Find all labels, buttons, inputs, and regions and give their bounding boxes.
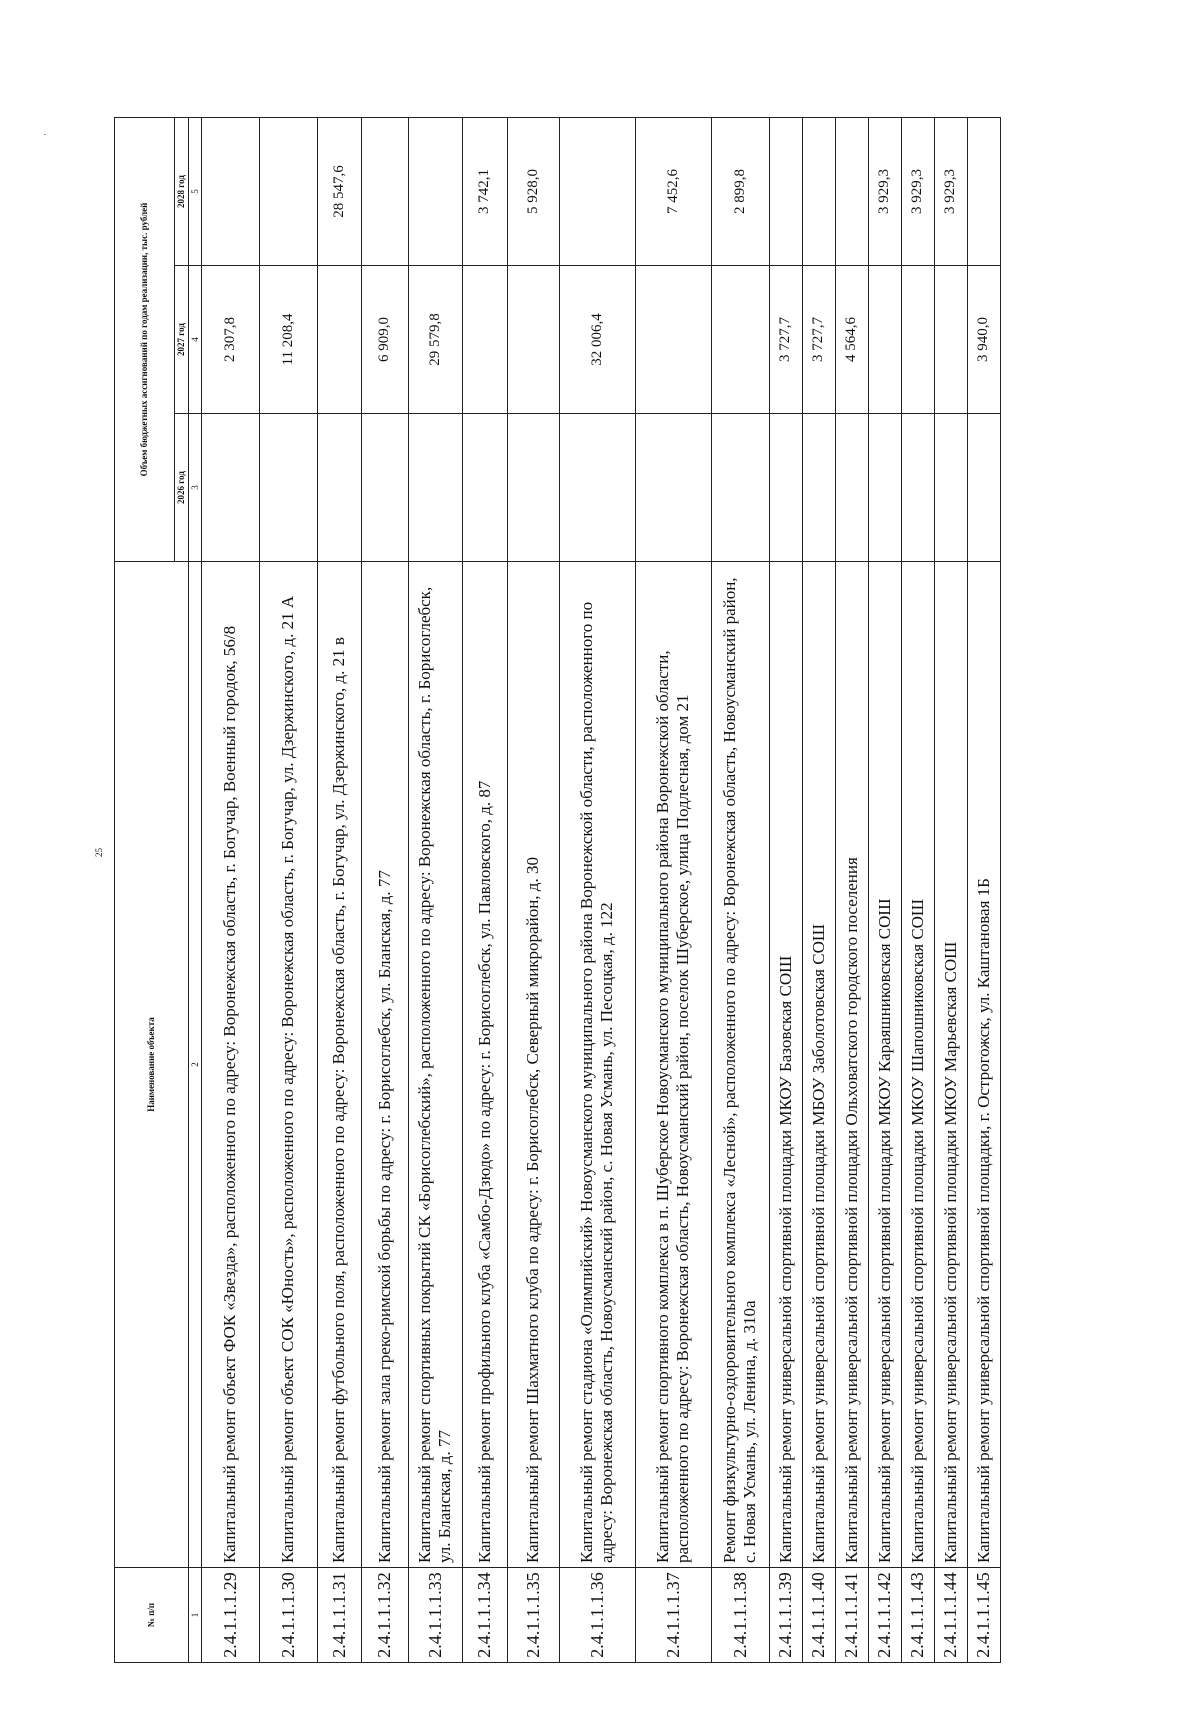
header-year-2028: 2028 год: [175, 117, 189, 265]
row-number: 2.4.1.1.1.32: [361, 1568, 408, 1663]
row-value-2028: [408, 117, 462, 265]
column-index-3: 3: [188, 414, 201, 562]
row-number: 2.4.1.1.1.35: [507, 1568, 559, 1663]
row-value-2026: [967, 414, 1000, 562]
row-value-2028: [967, 117, 1000, 265]
row-value-2026: [462, 414, 507, 562]
table-row: [559, 117, 635, 1662]
table-row: [934, 117, 967, 1662]
objects-table: [114, 117, 1001, 1663]
row-name: Капитальный ремонт футбольного поля, расположенного по адресу: Воронежская область, г. Богучар, ул. Дзержинского, д. 21 в: [317, 562, 361, 1568]
row-value-2027: [934, 266, 967, 414]
row-value-2026: [934, 414, 967, 562]
table-row: [259, 117, 317, 1662]
row-value-2027: [711, 266, 769, 414]
column-index-5: 5: [188, 117, 201, 265]
row-number: 2.4.1.1.1.42: [868, 1568, 901, 1663]
row-value-2027: 2 307,8: [201, 266, 259, 414]
row-name: Капитальный ремонт профильного клуба «Самбо-Дзюдо» по адресу: г. Борисоглебск, ул. Павловского, д. 87: [462, 562, 507, 1568]
row-value-2026: [317, 414, 361, 562]
header-number: № п/п: [115, 1568, 189, 1663]
table-body: [201, 117, 1000, 1662]
row-value-2026: [559, 414, 635, 562]
row-name: Капитальный ремонт универсальной спортивной площадки МКОУ Марьевская СОШ: [934, 562, 967, 1568]
row-value-2027: 32 006,4: [559, 266, 635, 414]
table-row: [317, 117, 361, 1662]
row-value-2028: 3 929,3: [934, 117, 967, 265]
row-name: Капитальный ремонт универсальной спортивной площадки МБОУ Заболотовская СОШ: [802, 562, 835, 1568]
row-value-2028: [361, 117, 408, 265]
row-name: Капитальный ремонт стадиона «Олимпийский» Новоусманского муниципального района Воронежской области, расположенного по адресу: Воронежская область, Новоусманский район, с. Новая Усмань, ул. Песоцкая, д. 122: [559, 562, 635, 1568]
page-dot: ·: [40, 133, 50, 136]
row-name: Капитальный ремонт универсальной спортивной площадки МКОУ Караяшниковская СОШ: [868, 562, 901, 1568]
row-name: Капитальный ремонт спортивного комплекса в п. Шуберское Новоусманского муниципального района Воронежской области, расположенного по адресу: Воронежская область, Новоусманский район, поселок Шуберское, улица Подлесная, дом 21: [635, 562, 711, 1568]
row-value-2026: [635, 414, 711, 562]
row-value-2028: 2 899,8: [711, 117, 769, 265]
row-value-2028: [835, 117, 868, 265]
row-value-2028: [769, 117, 802, 265]
row-value-2027: [868, 266, 901, 414]
row-value-2028: 3 929,3: [868, 117, 901, 265]
column-index-2: 2: [188, 562, 201, 1568]
table-row: [201, 117, 259, 1662]
row-number: 2.4.1.1.1.38: [711, 1568, 769, 1663]
row-value-2027: 3 727,7: [769, 266, 802, 414]
row-value-2027: 6 909,0: [361, 266, 408, 414]
table-row: [711, 117, 769, 1662]
row-number: 2.4.1.1.1.41: [835, 1568, 868, 1663]
row-value-2028: 3 742,1: [462, 117, 507, 265]
row-number: 2.4.1.1.1.45: [967, 1568, 1000, 1663]
row-number: 2.4.1.1.1.29: [201, 1568, 259, 1663]
row-name: Ремонт физкультурно-оздоровительного комплекса «Лесной», расположенного по адресу: Воронежская область, Новоусманский район, с. Новая Усмань, ул. Ленина, д. 310а: [711, 562, 769, 1568]
row-name: Капитальный ремонт объект СОК «Юность», расположенного по адресу: Воронежская область, г. Богучар, ул. Дзержинского, д. 21 А: [259, 562, 317, 1568]
row-value-2026: [711, 414, 769, 562]
table-row: [802, 117, 835, 1662]
row-value-2027: 3 727,7: [802, 266, 835, 414]
header-name: Наименование объекта: [115, 562, 189, 1568]
row-name: Капитальный ремонт универсальной спортивной площадки МКОУ Базовская СОШ: [769, 562, 802, 1568]
page-number: 25: [94, 848, 104, 857]
row-value-2026: [769, 414, 802, 562]
row-name: Капитальный ремонт Шахматного клуба по адресу: г. Борисоглебск, Северный микрорайон, д. 30: [507, 562, 559, 1568]
row-value-2027: 3 940,0: [967, 266, 1000, 414]
row-value-2028: [259, 117, 317, 265]
row-number: 2.4.1.1.1.40: [802, 1568, 835, 1663]
row-value-2026: [835, 414, 868, 562]
row-value-2026: [361, 414, 408, 562]
table-row: [635, 117, 711, 1662]
table-row: [769, 117, 802, 1662]
row-value-2028: 5 928,0: [507, 117, 559, 265]
header-year-2027: 2027 год: [175, 266, 189, 414]
row-number: 2.4.1.1.1.30: [259, 1568, 317, 1663]
row-number: 2.4.1.1.1.34: [462, 1568, 507, 1663]
row-number: 2.4.1.1.1.31: [317, 1568, 361, 1663]
row-value-2027: [635, 266, 711, 414]
row-number: 2.4.1.1.1.37: [635, 1568, 711, 1663]
row-number: 2.4.1.1.1.43: [901, 1568, 934, 1663]
row-value-2027: [507, 266, 559, 414]
table-row: [868, 117, 901, 1662]
row-name: Капитальный ремонт объект ФОК «Звезда», расположенного по адресу: Воронежская область, г. Богучар, Военный городок, 56/8: [201, 562, 259, 1568]
row-number: 2.4.1.1.1.33: [408, 1568, 462, 1663]
row-name: Капитальный ремонт универсальной спортивной площадки Ольховатского городского поселения: [835, 562, 868, 1568]
table-row: [835, 117, 868, 1662]
row-value-2028: [559, 117, 635, 265]
table-row: [408, 117, 462, 1662]
row-number: 2.4.1.1.1.36: [559, 1568, 635, 1663]
header-volume: Объем бюджетных ассигнований по годам реализации, тыс. рублей: [115, 117, 175, 561]
row-number: 2.4.1.1.1.44: [934, 1568, 967, 1663]
table-row: [462, 117, 507, 1662]
row-value-2027: [462, 266, 507, 414]
row-value-2026: [201, 414, 259, 562]
row-value-2028: 7 452,6: [635, 117, 711, 265]
row-value-2027: [317, 266, 361, 414]
row-value-2026: [868, 414, 901, 562]
table-row: [361, 117, 408, 1662]
row-value-2028: [802, 117, 835, 265]
table-row: [967, 117, 1000, 1662]
table-row: [507, 117, 559, 1662]
row-value-2028: 28 547,6: [317, 117, 361, 265]
row-value-2026: [408, 414, 462, 562]
row-value-2026: [901, 414, 934, 562]
column-index-4: 4: [188, 266, 201, 414]
row-name: Капитальный ремонт универсальной спортивной площадки, г. Острогожск, ул. Каштановая 1Б: [967, 562, 1000, 1568]
row-name: Капитальный ремонт спортивных покрытий СК «Борисоглебский», расположенного по адресу: Воронежская область, г. Борисоглебск, ул. Бланская, д. 77: [408, 562, 462, 1568]
table-header: [115, 117, 202, 1662]
row-value-2027: 11 208,4: [259, 266, 317, 414]
row-name: Капитальный ремонт универсальной спортивной площадки МКОУ Шапошниковская СОШ: [901, 562, 934, 1568]
table-row: [901, 117, 934, 1662]
row-value-2027: 29 579,8: [408, 266, 462, 414]
row-value-2027: 4 564,6: [835, 266, 868, 414]
row-value-2028: [201, 117, 259, 265]
row-value-2026: [802, 414, 835, 562]
column-index-1: 1: [188, 1568, 201, 1663]
row-value-2026: [259, 414, 317, 562]
row-number: 2.4.1.1.1.39: [769, 1568, 802, 1663]
row-value-2026: [507, 414, 559, 562]
row-value-2028: 3 929,3: [901, 117, 934, 265]
header-year-2026: 2026 год: [175, 414, 189, 562]
row-value-2027: [901, 266, 934, 414]
row-name: Капитальный ремонт зала греко-римской борьбы по адресу: г. Борисоглебск, ул. Бланская, д. 77: [361, 562, 408, 1568]
